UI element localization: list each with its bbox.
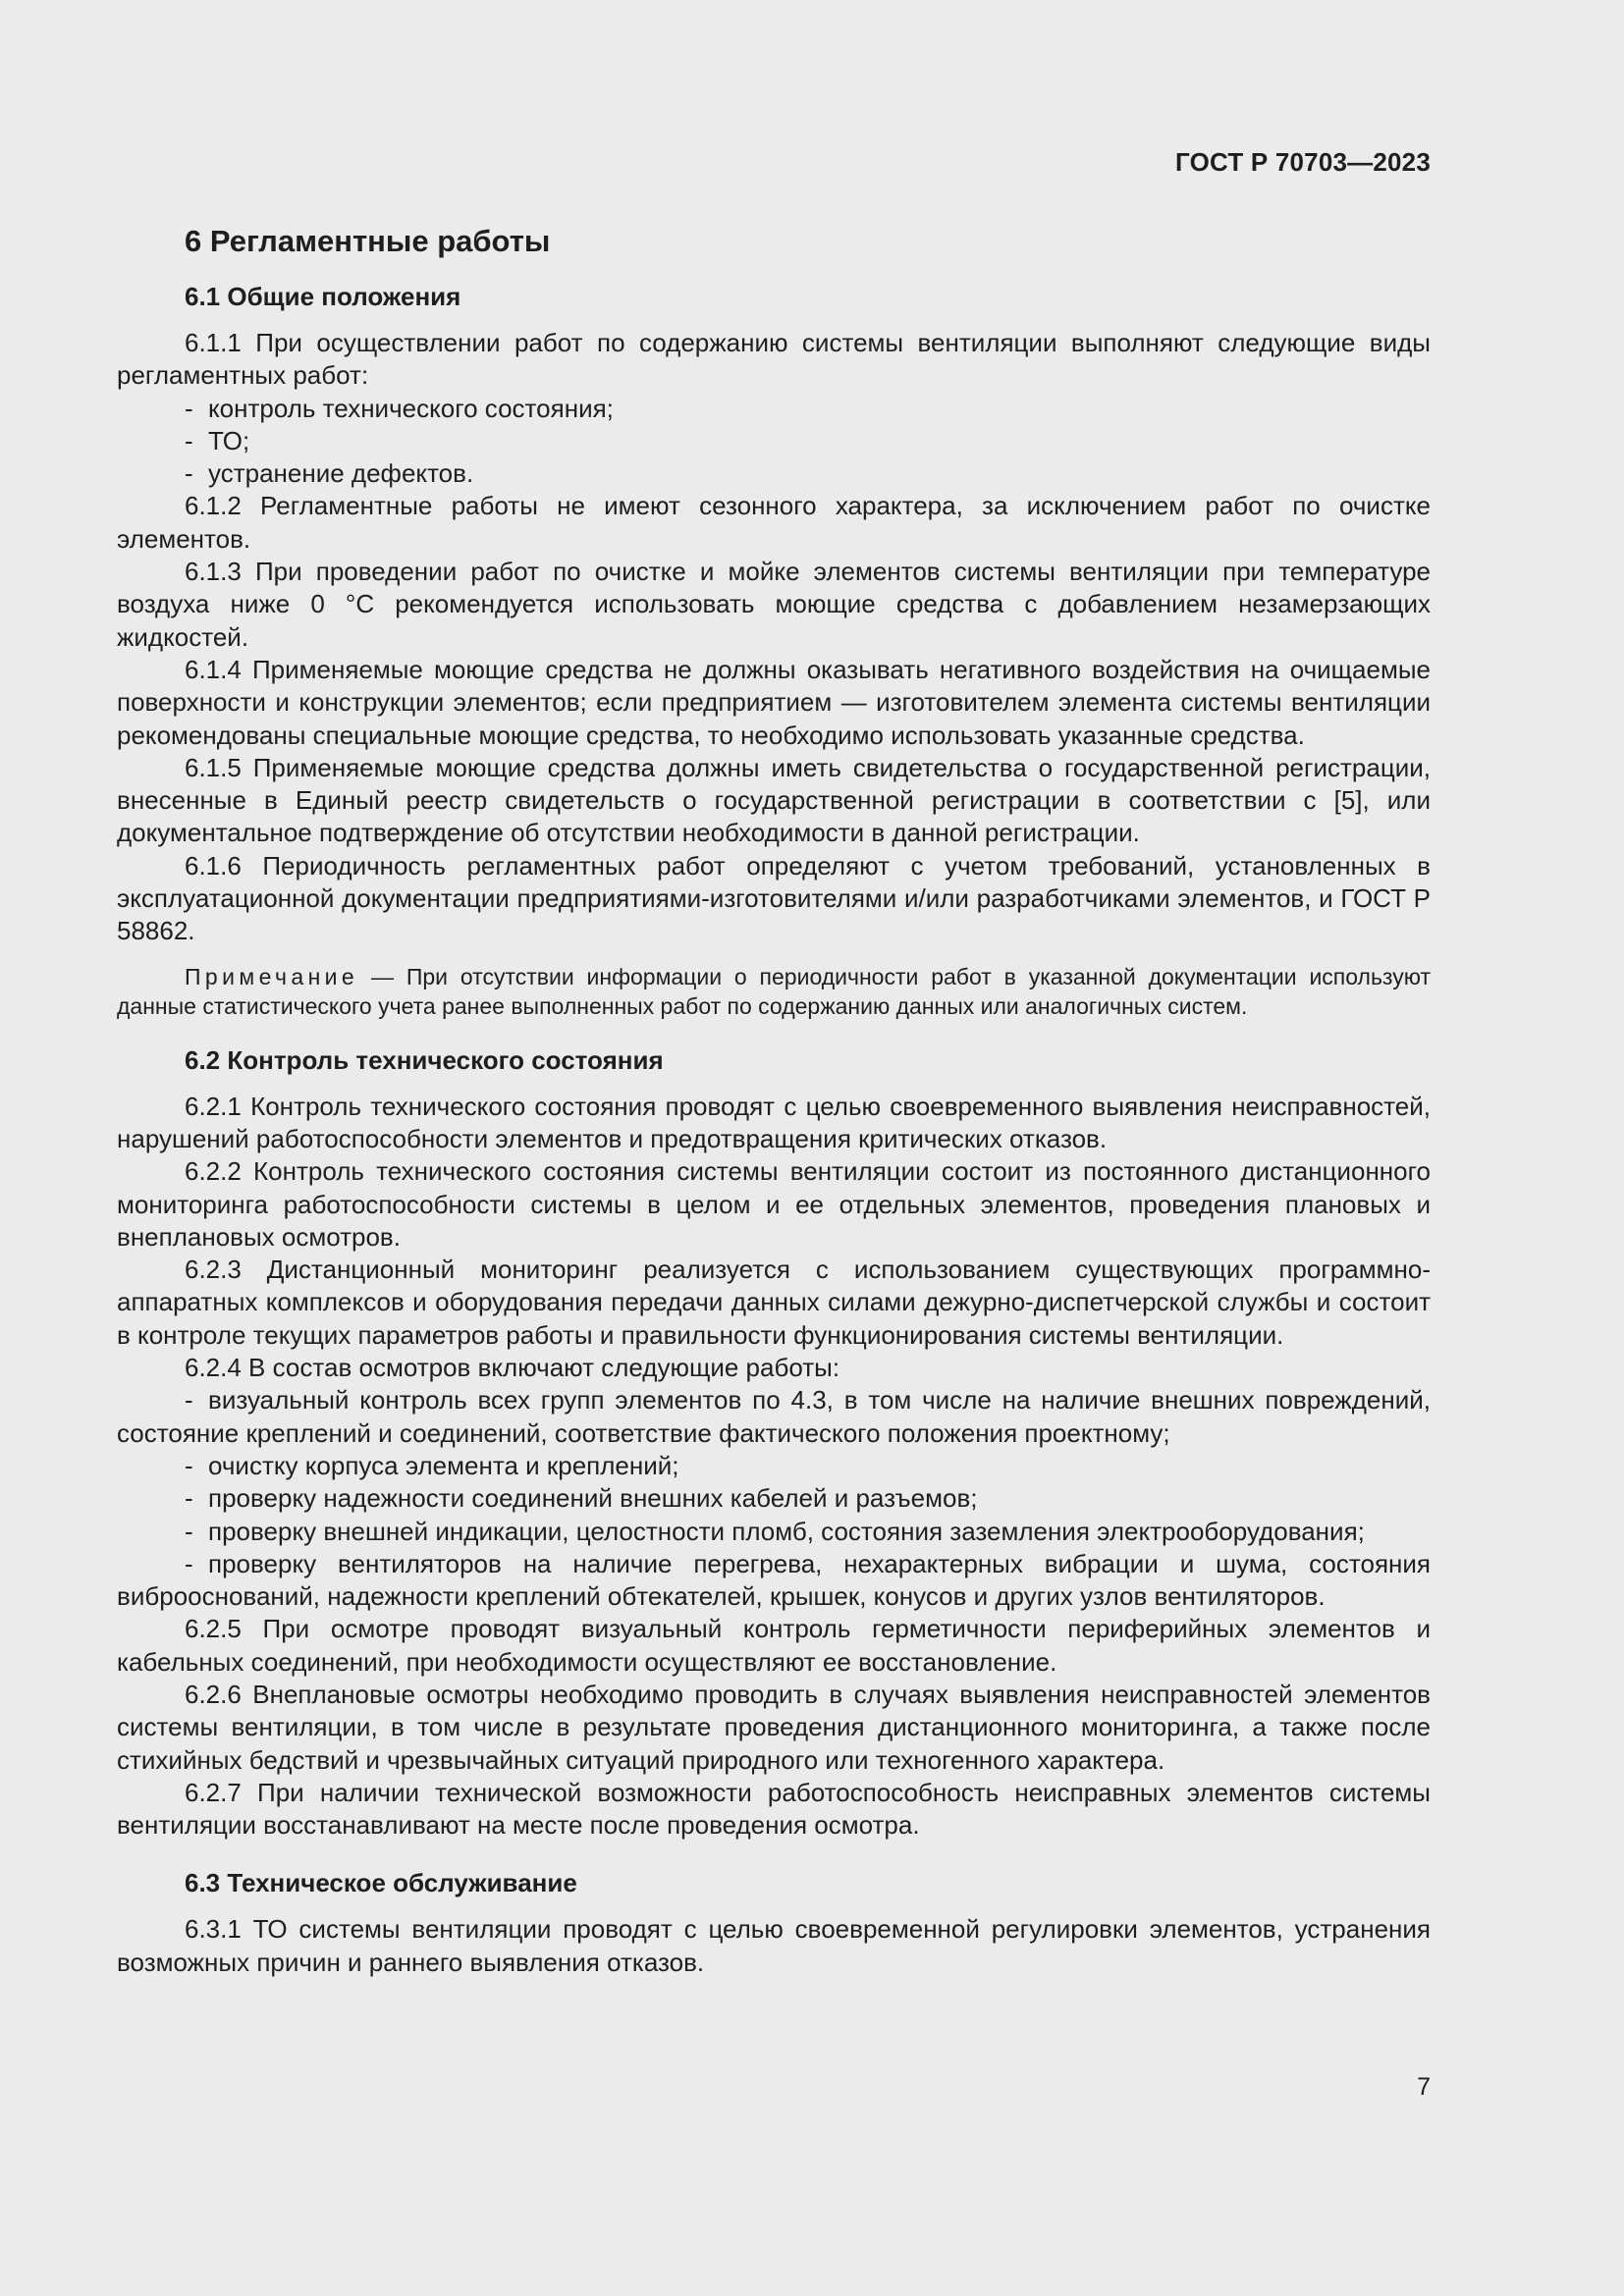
paragraph-6-2-7: 6.2.7 При наличии технической возможности работоспособность неисправных элементов системы вентиляции восстанавливают на месте после проведения осмотра. xyxy=(117,1777,1431,1841)
list-dash: - xyxy=(185,1483,193,1514)
list-item-text: визуальный контроль всех групп элементов по 4.3, в том числе на наличие внешних повреждений, состояние креплений и соединений, соответствие фактического положения проектному; xyxy=(117,1385,1431,1448)
list-dash: - xyxy=(185,393,193,423)
section-title: 6 Регламентные работы xyxy=(185,224,551,258)
list-dash: - xyxy=(185,425,193,455)
list-dash: - xyxy=(185,1450,193,1480)
list-item-text: устранение дефектов. xyxy=(208,458,474,489)
paragraph-6-3-1: 6.3.1 ТО системы вентиляции проводят с целью своевременной регулировки элементов, устранения возможных причин и раннего выявления отказов. xyxy=(117,1914,1431,1977)
list-dash: - xyxy=(185,458,193,489)
list-item-text: контроль технического состояния; xyxy=(208,393,614,423)
list-item-text: проверку надежности соединений внешних кабелей и разъемов; xyxy=(208,1483,978,1514)
page-content xyxy=(117,222,1431,1979)
document-code-header: ГОСТ Р 70703—2023 xyxy=(1175,147,1431,177)
subsection-title-6-1: 6.1 Общие положения xyxy=(185,282,461,311)
list-item xyxy=(117,393,1431,425)
list-item xyxy=(117,1384,1431,1450)
note-text: — При отсутствии информации о периодичности работ в указанной документации используют данные статистического учета ранее выполненных работ по содержанию данных или аналогичных систем. xyxy=(117,963,1431,1019)
page-number: 7 xyxy=(1417,2073,1431,2101)
document-page xyxy=(117,0,1431,2296)
paragraph-6-2-2: 6.2.2 Контроль технического состояния системы вентиляции состоит из постоянного дистанционного мониторинга работоспособности системы в целом и ее отдельных элементов, проведения плановых и внеплановых осмотров. xyxy=(117,1156,1431,1252)
list-item-text: очистку корпуса элемента и креплений; xyxy=(208,1450,679,1480)
paragraph-6-2-1: 6.2.1 Контроль технического состояния проводят с целью своевременного выявления неисправностей, нарушений работоспособности элементов и предотвращения критических отказов. xyxy=(117,1091,1431,1153)
note xyxy=(117,962,1431,1021)
list-dash: - xyxy=(185,1548,193,1578)
list-item xyxy=(117,1516,1431,1548)
subsection-title-6-3: 6.3 Техническое обслуживание xyxy=(185,1868,577,1898)
paragraph-6-1-5: 6.1.5 Применяемые моющие средства должны иметь свидетельства о государственной регистрации, внесенные в Единый реестр свидетельств о государственной регистрации в соответствии с [5], или документальное подтверждение об отсутствии необходимости в данной регистрации. xyxy=(117,752,1431,848)
list-dash: - xyxy=(185,1516,193,1546)
list-item xyxy=(117,1482,1431,1515)
list-dash: - xyxy=(185,1385,193,1415)
list-item xyxy=(117,425,1431,457)
paragraph-6-2-5: 6.2.5 При осмотре проводят визуальный контроль герметичности периферийных элементов и кабельных соединений, при необходимости осуществляют ее восстановление. xyxy=(117,1614,1431,1677)
paragraph-6-1-3: 6.1.3 При проведении работ по очистке и мойке элементов системы вентиляции при температуре воздуха ниже 0 °С рекомендуется использовать моющие средства с добавлением незамерзающих жидкостей. xyxy=(117,557,1431,652)
paragraph-6-2-3: 6.2.3 Дистанционный мониторинг реализуется с использованием существующих программно-аппаратных комплексов и оборудования передачи данных силами дежурно-диспетчерской службы и состоит в контроле текущих параметров работы и правильности функционирования системы вентиляции. xyxy=(117,1255,1431,1350)
list-item xyxy=(117,1450,1431,1482)
paragraph-6-2-6: 6.2.6 Внеплановые осмотры необходимо проводить в случаях выявления неисправностей элементов системы вентиляции, в том числе в результате проведения дистанционного мониторинга, а также после стихийных бедствий и чрезвычайных ситуаций природного или техногенного характера. xyxy=(117,1679,1431,1775)
paragraph-6-1-6: 6.1.6 Периодичность регламентных работ определяют с учетом требований, установленных в эксплуатационной документации предприятиями-изготовителями и/или разработчиками элементов, и ГОСТ Р 58862. xyxy=(117,850,1431,946)
list-item xyxy=(117,457,1431,490)
list-item-text: проверку вентиляторов на наличие перегрева, нехарактерных вибрации и шума, состояния виброоснований, надежности креплений обтекателей, крышек, конусов и других узлов вентиляторов. xyxy=(117,1548,1431,1612)
paragraph-6-2-4: 6.2.4 В состав осмотров включают следующие работы: xyxy=(185,1353,840,1383)
note-label: Примечание xyxy=(185,963,359,989)
list-item-text: проверку внешней индикации, целостности пломб, состояния заземления электрооборудования; xyxy=(208,1516,1365,1546)
list-item-text: ТО; xyxy=(208,425,250,455)
subsection-title-6-2: 6.2 Контроль технического состояния xyxy=(185,1044,664,1075)
paragraph-6-1-4: 6.1.4 Применяемые моющие средства не должны оказывать негативного воздействия на очищаемые поверхности и конструкции элементов; если предприятием — изготовителем элемента системы вентиляции рекомендованы специальные моющие средства, то необходимо использовать указанные средства. xyxy=(117,654,1431,750)
paragraph-6-1-1: 6.1.1 При осуществлении работ по содержанию системы вентиляции выполняют следующие виды регламентных работ: xyxy=(117,328,1431,391)
paragraph-6-1-2: 6.1.2 Регламентные работы не имеют сезонного характера, за исключением работ по очистке элементов. xyxy=(117,491,1431,554)
list-item xyxy=(117,1548,1431,1614)
